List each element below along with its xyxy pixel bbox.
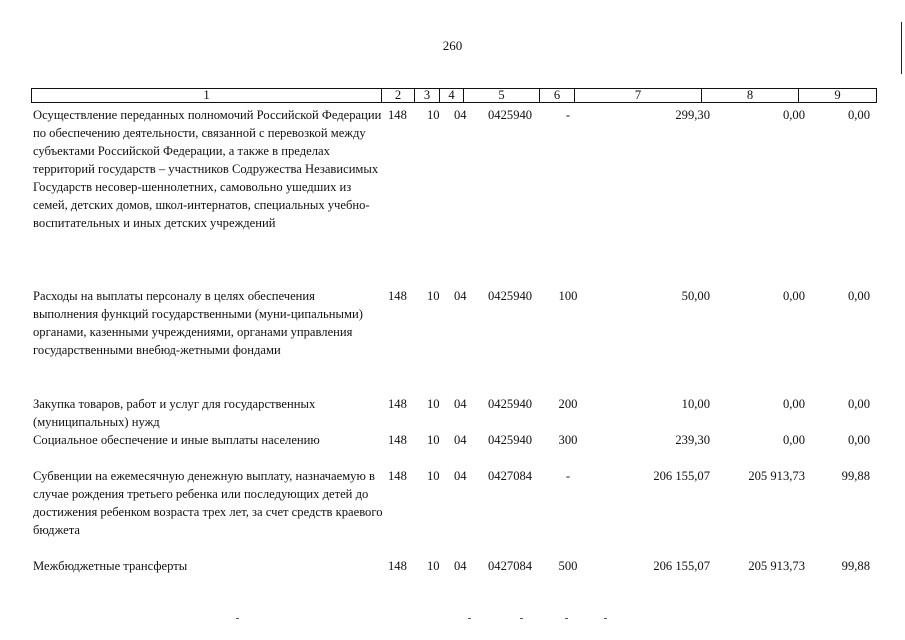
subsection-code: 04	[454, 289, 467, 303]
planned-amount: 239,30	[675, 433, 710, 447]
expense-type-code: -	[565, 469, 571, 483]
row-description: Субвенции на ежемесячную денежную выплату, назначаемую в случае рождения третьего ребенка или последующих детей до достижения ребенком возраста трех лет, за счет средств краевого бюджета	[33, 469, 383, 537]
bottom-scan-marks	[0, 618, 905, 628]
scan-mark	[236, 618, 239, 619]
row-description: Расходы на выплаты персоналу в целях обеспечения выполнения функций государственными (муни-ципальными) органами, казенными учреждениями, органами управления государственными внебюд-жетными фондами	[33, 289, 363, 357]
ministry-code: 148	[388, 397, 407, 411]
row-description: Социальное обеспечение и иные выплаты населению	[33, 433, 320, 447]
target-article-code: 0425940	[488, 397, 533, 411]
subsection-code: 04	[454, 397, 467, 411]
target-article-code: 0427084	[488, 559, 533, 573]
column-number-header: 9	[799, 89, 877, 103]
planned-amount: 50,00	[681, 289, 710, 303]
expense-type-code: 100	[558, 289, 578, 303]
execution-percent: 0,00	[847, 397, 870, 411]
executed-amount: 205 913,73	[748, 559, 805, 573]
section-code: 10	[427, 289, 440, 303]
ministry-code: 148	[388, 559, 407, 573]
target-article-code: 0427084	[488, 469, 533, 483]
planned-amount: 10,00	[681, 397, 710, 411]
section-code: 10	[427, 108, 440, 122]
expense-type-code: 300	[558, 433, 578, 447]
executed-amount: 0,00	[782, 108, 805, 122]
page-number: 260	[442, 38, 463, 53]
executed-amount: 205 913,73	[748, 469, 805, 483]
execution-percent: 0,00	[847, 289, 870, 303]
column-number-header: 5	[464, 89, 540, 103]
section-code: 10	[427, 433, 440, 447]
section-code: 10	[427, 559, 440, 573]
planned-amount: 206 155,07	[653, 469, 710, 483]
planned-amount: 206 155,07	[653, 559, 710, 573]
ministry-code: 148	[388, 108, 407, 122]
execution-percent: 0,00	[847, 108, 870, 122]
execution-percent: 99,88	[841, 559, 870, 573]
expense-type-code: 200	[558, 397, 578, 411]
scan-mark	[565, 618, 568, 619]
header-row	[32, 89, 877, 103]
subsection-code: 04	[454, 559, 467, 573]
target-article-code: 0425940	[488, 289, 533, 303]
expense-type-code: -	[565, 108, 571, 122]
expense-type-code: 500	[558, 559, 578, 573]
executed-amount: 0,00	[782, 433, 805, 447]
subsection-code: 04	[454, 433, 467, 447]
planned-amount: 299,30	[675, 108, 710, 122]
ministry-code: 148	[388, 469, 407, 483]
column-number-header: 2	[382, 89, 415, 103]
section-code: 10	[427, 469, 440, 483]
execution-percent: 0,00	[847, 433, 870, 447]
subsection-code: 04	[454, 469, 467, 483]
scan-mark	[520, 618, 523, 619]
execution-percent: 99,88	[841, 469, 870, 483]
target-article-code: 0425940	[488, 433, 533, 447]
executed-amount: 0,00	[782, 397, 805, 411]
column-number-header: 7	[575, 89, 702, 103]
ministry-code: 148	[388, 289, 407, 303]
row-description: Закупка товаров, работ и услуг для государственных (муниципальных) нужд	[33, 397, 316, 429]
target-article-code: 0425940	[488, 108, 533, 122]
column-number-header: 3	[415, 89, 440, 103]
column-number-header: 4	[440, 89, 464, 103]
section-code: 10	[427, 397, 440, 411]
column-number-header: 8	[702, 89, 799, 103]
column-number-header: 1	[32, 89, 382, 103]
column-header-table	[31, 88, 877, 103]
scan-mark	[468, 618, 471, 619]
page-edge-line	[901, 22, 902, 74]
row-description: Осуществление переданных полномочий Российской Федерации по обеспечению деятельности, связанной с перевозкой между субъектами Российской Федерации, а также в пределах территорий государств – участников Содружества Независимых Государств несовер-шеннолетних, самовольно ушедших из семей, детских домов, школ-интернатов, специальных учебно-воспитательных и иных детских учреждений	[33, 108, 382, 230]
column-number-header: 6	[540, 89, 575, 103]
row-description: Межбюджетные трансферты	[33, 559, 188, 573]
subsection-code: 04	[454, 108, 467, 122]
ministry-code: 148	[388, 433, 407, 447]
executed-amount: 0,00	[782, 289, 805, 303]
scan-mark	[604, 618, 607, 619]
